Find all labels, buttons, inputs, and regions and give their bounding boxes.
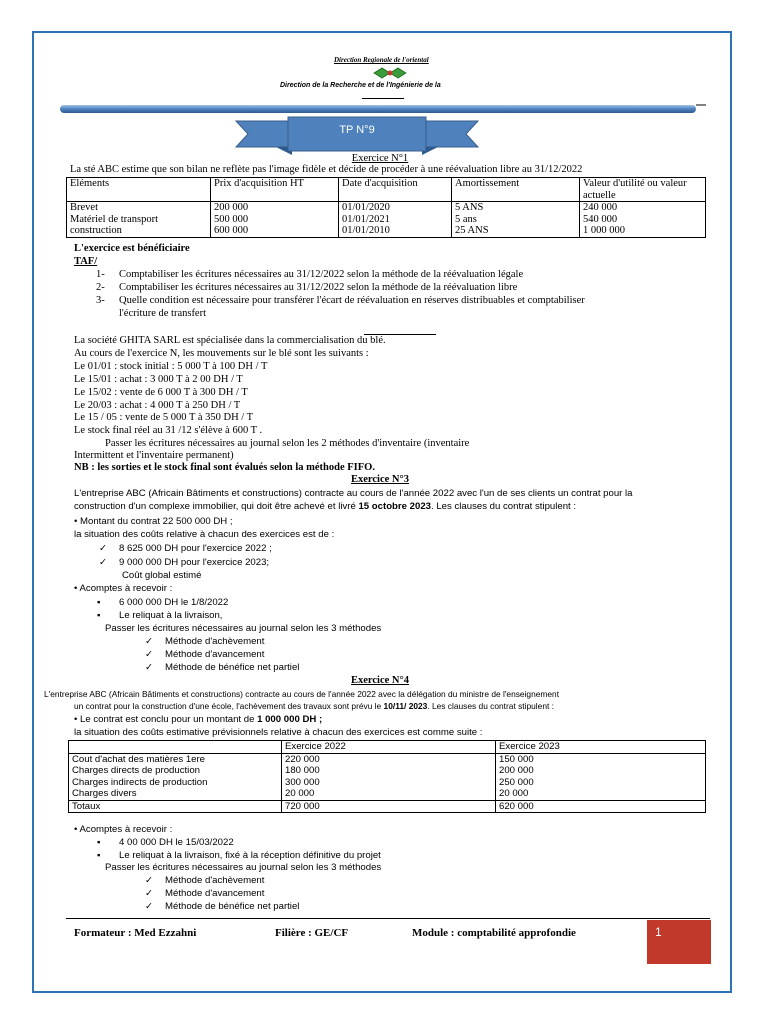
table-cell: 540 000 xyxy=(583,213,618,225)
ex3-intro-text: . Les clauses du contrat stipulent : xyxy=(431,501,577,512)
ex1-title: Exercice N°1 xyxy=(351,153,409,164)
ex1-intro: La sté ABC estime que son bilan ne reflète pas l'image fidèle et décide de procéder à une réévaluation libre au 31/12/2022 xyxy=(70,164,583,175)
table-cell: 25 ANS xyxy=(455,225,489,236)
check-icon: ✓ xyxy=(145,662,154,673)
table-header-row xyxy=(67,178,706,202)
table-cell: 180 000 xyxy=(285,765,320,776)
table-cell: 200 000 xyxy=(214,202,249,213)
ex4-table xyxy=(68,740,706,813)
ex4-acompte-item: Le reliquat à la livraison, fixé à la réception définitive du projet xyxy=(119,850,381,861)
ex2-line: Le 15/02 : vente de 6 000 T à 300 DH / T xyxy=(74,387,248,398)
ex3-acomptes: • Acomptes à recevoir : xyxy=(74,583,173,594)
table-cell: 720 000 xyxy=(282,800,496,813)
table-cell: 600 000 xyxy=(214,225,249,236)
check-icon: ✓ xyxy=(145,636,154,647)
ex4-passer: Passer les écritures nécessaires au journal selon les 3 méthodes xyxy=(105,862,382,873)
square-bullet-icon: ▪ xyxy=(97,850,101,861)
table-header-cell: Exercice 2023 xyxy=(496,741,706,754)
ex3-acompte-item: 6 000 000 DH le 1/8/2022 xyxy=(119,597,229,608)
table-cell: Cout d'achat des matières 1ere xyxy=(72,753,206,765)
check-icon: ✓ xyxy=(145,901,154,912)
task-text: Comptabiliser les écritures nécessaires au 31/12/2022 selon la méthode de la réévaluation libre xyxy=(119,282,518,293)
table-row xyxy=(69,753,706,800)
ex3-cost: 8 625 000 DH pour l'exercice 2022 ; xyxy=(119,543,272,554)
ex1-taf: TAF/ xyxy=(74,256,98,267)
check-icon: ✓ xyxy=(145,649,154,660)
task-num: 3- xyxy=(96,295,105,306)
ex3-passer: Passer les écritures nécessaires au journal selon les 3 méthodes xyxy=(105,623,382,634)
ex3-method: Méthode d'avancement xyxy=(165,649,265,660)
table-total-row xyxy=(69,800,706,813)
task-text-cont: l'écriture de transfert xyxy=(119,308,207,319)
ex3-deadline: 15 octobre 2023 xyxy=(358,501,431,512)
ex4-method: Méthode de bénéfice net partiel xyxy=(165,901,300,912)
table-cell: 20 000 xyxy=(285,788,315,799)
logo-emblem xyxy=(372,66,408,80)
ex4-deadline: 10/11/ 2023 xyxy=(383,701,428,711)
ex4-acompte-item: 4 00 000 DH le 15/03/2022 xyxy=(119,837,234,848)
ex3-montant: • Montant du contrat 22 500 000 DH ; xyxy=(74,516,233,527)
ex4-montant-label: • Le contrat est conclu pour un montant de xyxy=(74,714,258,725)
table-cell: 620 000 xyxy=(496,800,706,813)
ex4-method: Méthode d'avancement xyxy=(165,888,265,899)
table-cell: 20 000 xyxy=(499,788,529,799)
table-cell: Matériel de transport xyxy=(70,213,159,225)
footer-rule xyxy=(66,918,710,919)
ex2-line: Le stock final réel au 31 /12 s'élève à 600 T . xyxy=(74,425,263,436)
footer-module: Module : comptabilité approfondie xyxy=(412,927,576,939)
ex4-title: Exercice N°4 xyxy=(351,675,409,686)
table-cell: Charges indirects de production xyxy=(72,776,208,788)
check-icon: ✓ xyxy=(145,888,154,899)
ex1-note: L'exercice est bénéficiaire xyxy=(74,243,190,254)
page-number: 1 xyxy=(655,925,662,939)
check-icon: ✓ xyxy=(99,543,108,554)
footer-filiere: Filière : GE/CF xyxy=(275,927,349,939)
table-header-cell: Exercice 2022 xyxy=(282,741,496,754)
ex3-title: Exercice N°3 xyxy=(351,474,409,485)
table-cell: 250 000 xyxy=(499,776,534,788)
ex2-instruction-cont: Intermittent et l'inventaire permanent) xyxy=(74,450,234,461)
ex3-intro-text: construction d'un complexe immobilier, qui doit être achevé et livré xyxy=(74,501,359,512)
ex3-cost: 9 000 000 DH pour l'exercice 2023; xyxy=(119,557,270,568)
square-bullet-icon: ▪ xyxy=(97,597,101,608)
ex3-method: Méthode de bénéfice net partiel xyxy=(165,662,300,673)
square-bullet-icon: ▪ xyxy=(97,837,101,848)
table-cell: 5 ans xyxy=(455,213,477,225)
table-cell: 5 ANS xyxy=(455,202,484,213)
ex2-line: Le 01/01 : stock initial : 5 000 T à 100 DH / T xyxy=(74,361,268,372)
task-text: Comptabiliser les écritures nécessaires au 31/12/2022 selon la méthode de la réévaluation légale xyxy=(119,269,524,280)
square-bullet-icon: ▪ xyxy=(97,610,101,621)
table-cell: Totaux xyxy=(69,800,282,813)
table-header-cell: Amortissement xyxy=(452,178,580,202)
ex4-method: Méthode d'achèvement xyxy=(165,875,265,886)
ex4-acomptes: • Acomptes à recevoir : xyxy=(74,824,173,835)
ex2-line: Le 15/01 : achat : 3 000 T à 2 00 DH / T xyxy=(74,374,243,385)
table-cell: Brevet xyxy=(70,202,98,213)
table-cell: 300 000 xyxy=(285,776,320,788)
task-text: Quelle condition est nécessaire pour transférer l'écart de réévaluation en réserves distribuables et comptabiliser xyxy=(119,295,585,306)
ex2-line: Au cours de l'exercice N, les mouvements sur le blé sont les suivants : xyxy=(74,348,369,359)
ex3-acompte-item: Le reliquat à la livraison, xyxy=(119,610,223,621)
ex4-situation: la situation des coûts estimative prévisionnels relative à chacun des exercices est comme suite : xyxy=(74,727,483,738)
ex3-intro: L'entreprise ABC (Africain Bâtiments et constructions) contracte au cours de l'année 2022 avec l'un de ses clients un contrat pour la xyxy=(74,488,633,499)
table-header-cell: Eléments xyxy=(67,178,211,202)
ex2-nb: NB : les sorties et le stock final sont évalués selon la méthode FIFO. xyxy=(74,462,375,473)
table-cell: Charges divers xyxy=(72,788,137,799)
table-cell: 01/01/2021 xyxy=(342,213,390,225)
ex2-line: Le 15 / 05 : vente de 5 000 T à 350 DH / T xyxy=(74,412,254,423)
ex2-instruction: Passer les écritures nécessaires au journal selon les 2 méthodes d'inventaire (inventaire xyxy=(105,438,470,449)
table-cell: 1 000 000 xyxy=(583,225,625,236)
table-cell: 01/01/2010 xyxy=(342,225,390,236)
table-cell: construction xyxy=(70,225,122,236)
table-cell: 200 000 xyxy=(499,765,534,776)
table-cell: 220 000 xyxy=(285,753,320,765)
check-icon: ✓ xyxy=(145,875,154,886)
tp-title: TP N°9 xyxy=(339,124,375,136)
ex3-method: Méthode d'achèvement xyxy=(165,636,265,647)
table-cell: 500 000 xyxy=(214,213,249,225)
table-header-cell: Date d'acquisition xyxy=(339,178,452,202)
ex4-montant-value: 1 000 000 DH ; xyxy=(257,714,323,725)
check-icon: ✓ xyxy=(99,557,108,568)
ex4-intro: L'entreprise ABC (Africain Bâtiments et constructions) contracte au cours de l'année 2022 avec la délégation du ministre de l'enseignement xyxy=(44,689,560,699)
header-divider xyxy=(362,98,404,99)
table-header-row xyxy=(69,741,706,754)
header-line2: Direction de la Recherche et de l'Ingénierie de la xyxy=(280,82,441,89)
header-line1: Direction Regionale de l'oriental xyxy=(334,56,429,64)
ex4-intro-text: un contrat pour la construction d'une école, l'achèvement des travaux sont prévu le xyxy=(74,701,384,711)
ex2-line: La société GHITA SARL est spécialisée dans la commercialisation du blé. xyxy=(74,335,386,346)
table-header-cell xyxy=(69,741,282,754)
ex1-table xyxy=(66,177,706,238)
table-cell: 240 000 xyxy=(583,202,618,213)
task-num: 1- xyxy=(96,269,105,280)
page-border xyxy=(32,31,732,993)
ex2-line: Le 20/03 : achat : 4 000 T à 250 DH / T xyxy=(74,400,241,411)
table-cell: 150 000 xyxy=(499,753,534,765)
footer-formateur: Formateur : Med Ezzahni xyxy=(74,927,197,939)
table-cell: 01/01/2020 xyxy=(342,202,390,213)
table-header-cell: Prix d'acquisition HT xyxy=(211,178,339,202)
table-row xyxy=(67,202,706,238)
table-cell: Charges directs de production xyxy=(72,765,200,776)
ex3-cout-global: Coût global estimé xyxy=(122,570,202,581)
ex4-intro-text: . Les clauses du contrat stipulent : xyxy=(427,701,554,711)
ex3-situation: la situation des coûts relative à chacun des exercices est de : xyxy=(74,529,335,540)
task-num: 2- xyxy=(96,282,105,293)
table-header-cell: Valeur d'utilité ou valeur actuelle xyxy=(580,178,706,202)
